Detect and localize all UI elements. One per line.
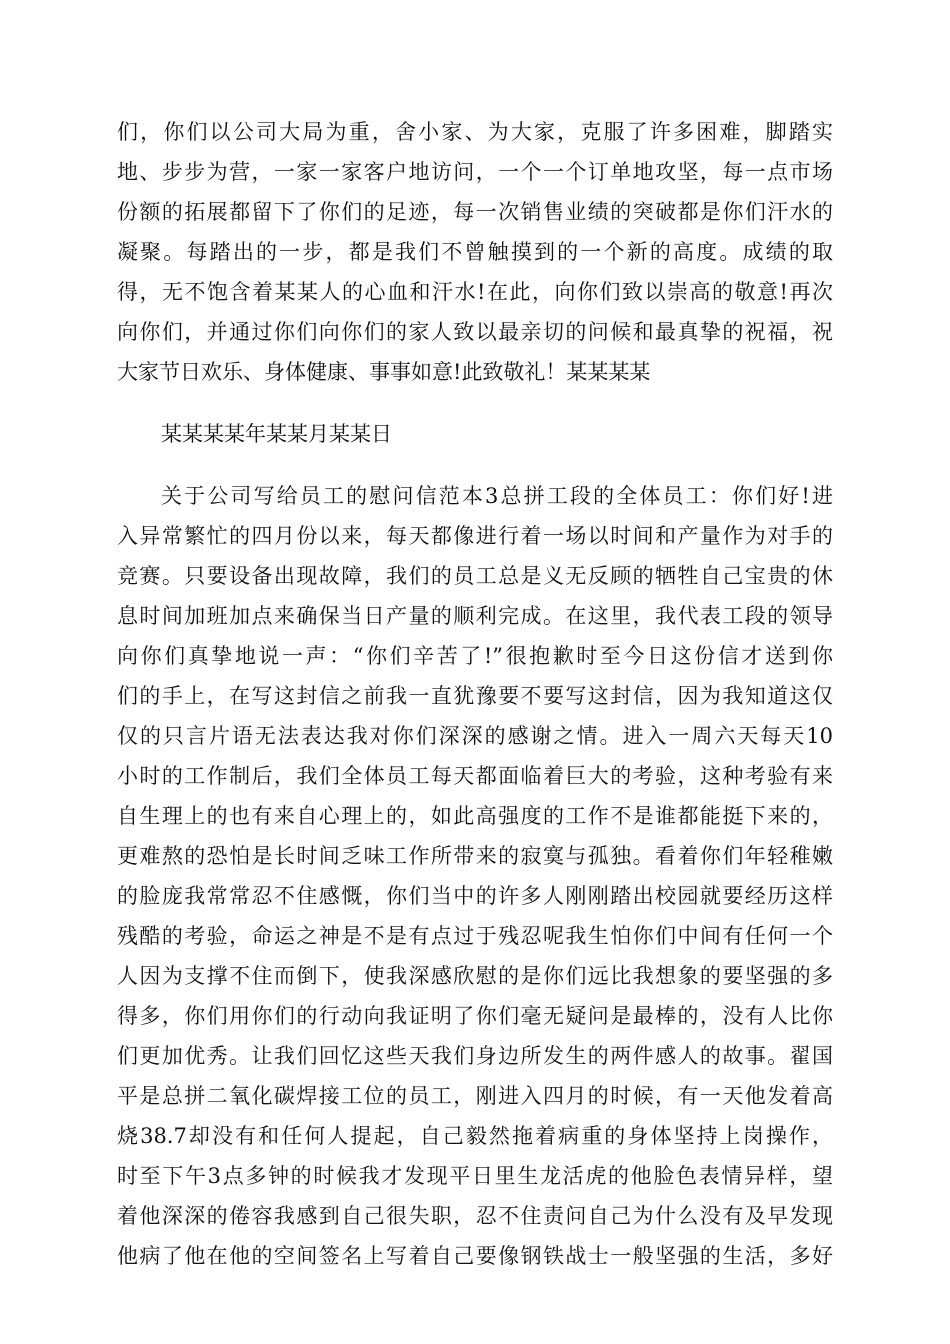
paragraph-line: 们，你们以公司大局为重，舍小家、为大家，克服了许多困难，脚踏实 [117,120,833,144]
paragraph-line: 地、步步为营，一家一家客户地访问，一个一个订单地攻坚，每一点市场 [117,160,833,184]
paragraph-line: 大家节日欢乐、身体健康、事事如意!此致敬礼！某某某某 [117,360,651,384]
paragraph-line: 烧38.7却没有和任何人提起，自己毅然拖着病重的身体坚持上岗操作， [117,1124,833,1148]
paragraph-line: 凝聚。每踏出的一步，都是我们不曾触摸到的一个新的高度。成绩的取 [117,240,833,264]
paragraph-line: 们的手上，在写这封信之前我一直犹豫要不要写这封信，因为我知道这仅 [117,684,833,708]
paragraph-line: 向你们真挚地说一声：“你们辛苦了!”很抱歉时至今日这份信才送到你 [117,644,833,668]
paragraph-line: 竞赛。只要设备出现故障，我们的员工总是义无反顾的牺牲自己宝贵的休 [117,564,833,588]
paragraph-line: 更难熬的恐怕是长时间乏味工作所带来的寂寞与孤独。看着你们年轻稚嫩 [117,844,833,868]
paragraph-line: 关于公司写给员工的慰问信范本3总拼工段的全体员工：你们好!进 [161,484,833,508]
paragraph-spacing [117,392,833,414]
paragraph-line: 仅的只言片语无法表达我对你们深深的感谢之情。进入一周六天每天10 [117,724,833,748]
paragraph-line: 小时的工作制后，我们全体员工每天都面临着巨大的考验，这种考验有来 [117,764,833,788]
paragraph-line: 的脸庞我常常忍不住感慨，你们当中的许多人刚刚踏出校园就要经历这样 [117,884,833,908]
paragraph-line: 着他深深的倦容我感到自己很失职，忍不住责问自己为什么没有及早发现 [117,1204,833,1228]
paragraph-1 [117,112,833,392]
paragraph-line: 得多，你们用你们的行动向我证明了你们毫无疑问是最棒的，没有人比你 [117,1004,833,1028]
paragraph-line: 份额的拓展都留下了你们的足迹，每一次销售业绩的突破都是你们汗水的 [117,200,833,224]
paragraph-line: 平是总拼二氧化碳焊接工位的员工，刚进入四月的时候，有一天他发着高 [117,1084,833,1108]
paragraph-line: 得，无不饱含着某某人的心血和汗水!在此，向你们致以崇高的敬意!再次 [117,280,833,304]
paragraph-line: 残酷的考验，命运之神是不是有点过于残忍呢我生怕你们中间有任何一个 [117,924,833,948]
date-line: 某某某某年某某月某某日 [161,422,392,446]
document-body [117,112,833,1276]
paragraph-spacing [117,454,833,476]
paragraph-line: 息时间加班加点来确保当日产量的顺利完成。在这里，我代表工段的领导 [117,604,833,628]
paragraph-line: 他病了他在他的空间签名上写着自己要像钢铁战士一般坚强的生活，多好 [117,1244,833,1268]
paragraph-line: 人因为支撑不住而倒下，使我深感欣慰的是你们远比我想象的要坚强的多 [117,964,833,988]
paragraph-line: 向你们，并通过你们向你们的家人致以最亲切的问候和最真挚的祝福，祝 [117,320,833,344]
paragraph-line: 自生理上的也有来自心理上的，如此高强度的工作不是谁都能挺下来的， [117,804,833,828]
paragraph-line: 时至下午3点多钟的时候我才发现平日里生龙活虎的他脸色表情异样，望 [117,1164,833,1188]
paragraph-2 [117,476,833,1276]
paragraph-line: 入异常繁忙的四月份以来，每天都像进行着一场以时间和产量作为对手的 [117,524,833,548]
paragraph-line: 们更加优秀。让我们回忆这些天我们身边所发生的两件感人的故事。翟国 [117,1044,833,1068]
